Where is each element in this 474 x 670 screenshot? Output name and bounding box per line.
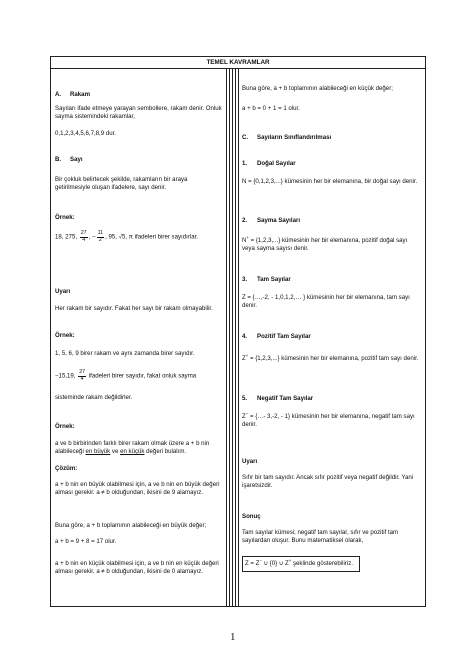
solution-heading: Çözüm: <box>55 465 78 472</box>
example-1-heading: Örnek: <box>55 214 75 221</box>
solution-result: a + b = 9 + 8 = 17 olur. <box>55 538 117 545</box>
integers-heading: 3. Tam Sayılar <box>242 276 291 283</box>
zero-warning-text: Sıfır bir tam sayıdır. Ancak sıfır pozitif veya negatif değildir. Yani işaretsizdir. <box>242 474 414 490</box>
example-3-text: a ve b birbirinden farklı birer rakam olmak üzere a + b nin alabileceği en büyük ve en küçük değeri bulalım. <box>55 440 210 456</box>
example-3-heading: Örnek: <box>55 423 75 430</box>
section-sayi-heading: B. Sayı <box>55 156 83 163</box>
intro-text: Buna göre, a + b toplamının alabileceği en küçük değer; <box>242 85 393 92</box>
conclusion-text: Tam sayılar kümesi; negatif tam sayılar, sıfır ve pozitif tam sayılardan oluşur. Bunu matematiksel olarak, <box>242 529 399 545</box>
solution-paragraph-2: Buna göre, a + b toplamının alabileceği en büyük değer; <box>55 522 207 529</box>
sayi-definition: Bir çokluk belirtecek şekilde, rakamların bir araya getirilmesiyle oluşan ifadelere, sayı denir. <box>55 176 188 192</box>
column-divider <box>235 68 239 606</box>
section-rakam-heading: A. Rakam <box>55 91 90 98</box>
section-classification-heading: C. Sayıların Sınıflandırılması <box>242 134 332 141</box>
example-2-line-2: −15,19, $\frac{27}{4}$ ifadeleri birer sayıdır, fakat onluk sayma <box>55 369 197 382</box>
positive-integers-text: Z+ = {1,2,3,...} kümesinin her bir elemanına, pozitif tam sayı denir. <box>242 352 419 362</box>
page-frame <box>50 56 426 607</box>
rakam-digits: 0,1,2,3,4,5,6,7,8,9 dur. <box>55 130 116 137</box>
negative-integers-text: Z− = {…- 3,-2, - 1} kümesinin her bir elemanına, negatif tam sayı denir. <box>242 410 415 429</box>
example-2-line-1: 1, 5, 6, 9 birer rakam ve aynı zamanda birer sayıdır. <box>55 350 195 357</box>
negative-integers-heading: 5. Negatif Tam Sayılar <box>242 395 314 402</box>
warning-text: Her rakam bir sayıdır. Fakat her sayı bir rakam olmayabilir. <box>55 305 213 312</box>
left-column <box>51 68 233 606</box>
example-2-line-3: sisteminde rakam değildirler. <box>55 394 133 401</box>
solution-paragraph-3: a + b nin en küçük olabilmesi için, a ve b nin en küçük değeri alması gerekir. a ≠ b olduğundan, ikisini de 0 alamayız. <box>55 560 219 576</box>
page-title: TEMEL KAVRAMLAR <box>51 57 425 69</box>
column-divider <box>226 68 230 606</box>
counting-numbers-heading: 2. Sayma Sayıları <box>242 217 301 224</box>
fraction: $\frac{27}{4}$ <box>79 369 86 382</box>
page-number: 1 <box>230 631 236 643</box>
right-column <box>232 68 425 606</box>
solution-paragraph-1: a + b nin en büyük olabilmesi için, a ve b nin en büyük değeri alması gerekir. a ≠ b olduğundan, ikisini de 9 alamayız. <box>55 481 220 497</box>
conclusion-formula-line <box>242 556 419 572</box>
zero-warning-heading: Uyarı <box>242 458 258 465</box>
formula-box: Z = Z− ∪ {0} ∪ Z+ şeklinde gösterebiliriz. <box>242 556 360 572</box>
counting-numbers-text: N+ = {1,2,3,...} kümesinin her bir elemanına, pozitif doğal sayı veya sayma sayısı denir. <box>242 234 408 253</box>
positive-integers-heading: 4. Pozitif Tam Sayılar <box>242 333 311 340</box>
conclusion-heading: Sonuç <box>242 513 261 520</box>
integers-text: Z = {…,-2, - 1,0,1,2,… } kümesinin her bir elemanına, tam sayı denir. <box>242 294 410 310</box>
rakam-definition: Sayıları ifade etmeye yarayan sembollere, rakam denir. Onluk sayma sistemindeki rakamlar, <box>55 105 222 121</box>
example-2-heading: Örnek: <box>55 332 75 339</box>
fraction: $\frac{27}{4}$ <box>80 230 87 243</box>
intro-result: a + b = 0 + 1 = 1 olur. <box>242 105 300 112</box>
example-1-line: 18, 275, $\frac{27}{4}$ , − $\frac{11}{2}$ , 95, √5, π ifadeleri birer sayıdırlar. <box>55 230 198 243</box>
natural-numbers-heading: 1. Doğal Sayılar <box>242 160 296 167</box>
warning-heading: Uyarı <box>55 288 71 295</box>
fraction: $\frac{11}{2}$ <box>97 230 104 243</box>
natural-numbers-text: N = {0,1,2,3,...} kümesinin her bir elemanına, bir doğal sayı denir. <box>242 178 418 185</box>
